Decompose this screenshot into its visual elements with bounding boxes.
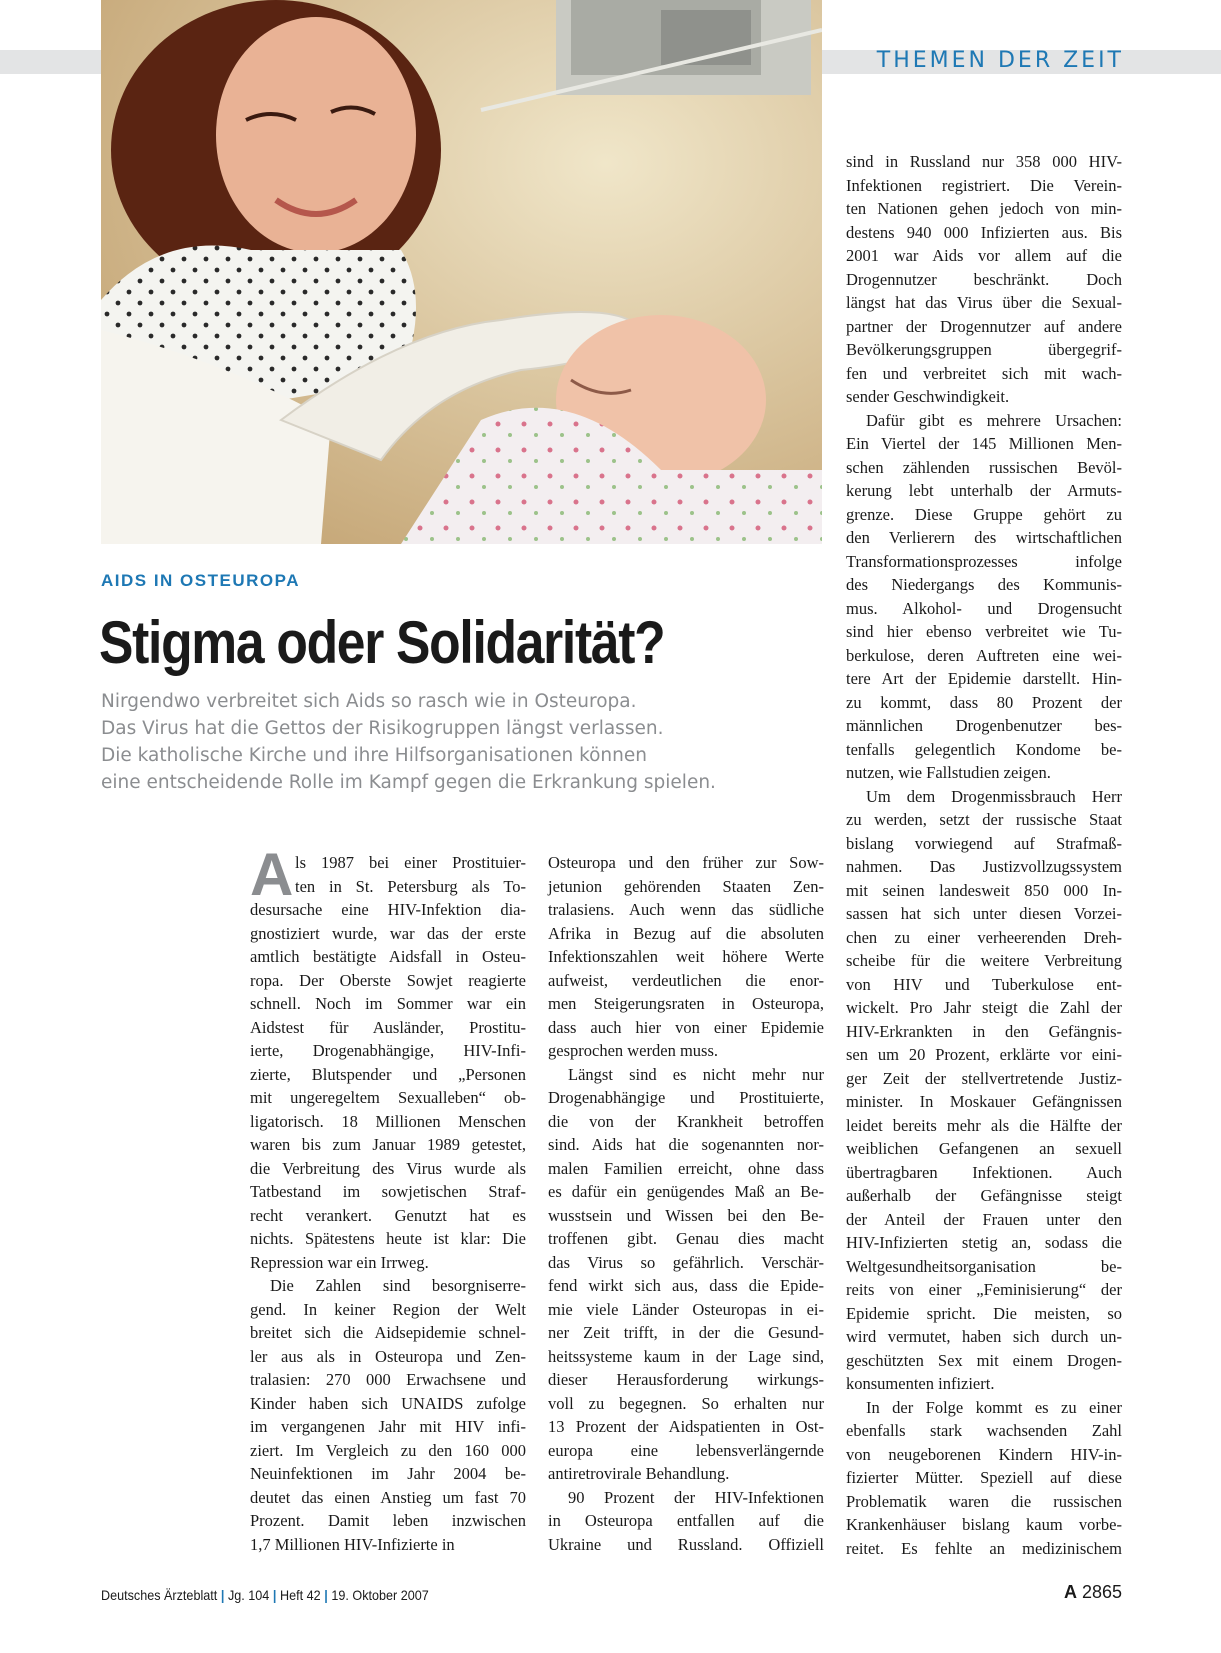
text-line: von neugeborenen Kindern HIV-in- (846, 1444, 1122, 1464)
text-line: Längst sind es nicht mehr nur (568, 1064, 824, 1084)
text-line: leidet bereits mehr als die Hälfte der (846, 1115, 1122, 1135)
text-line: gend. In keiner Region der Welt (250, 1299, 526, 1319)
text-line: HIV-Infizierten stetig an, sodass die (846, 1233, 1122, 1252)
text-line: weiblichen Gefangenen an sexuell (846, 1139, 1122, 1158)
text-line: ten in St. Petersburg als To- (295, 876, 526, 896)
text-line: mit ungeregeltem Sexualleben“ ob- (250, 1088, 526, 1107)
text-line: 90 Prozent der HIV-Infektionen (568, 1487, 824, 1507)
text-line: nichts. Spätestens heute ist klar: Die (250, 1229, 526, 1248)
text-line: breitet sich die Aidsepidemie schnel- (250, 1323, 526, 1342)
text-line: Ukraine und Russland. Offiziell (548, 1534, 824, 1554)
text-line: dass auch hier von einer Epidemie (548, 1017, 824, 1037)
article-kicker: AIDS IN OSTEUROPA (101, 571, 300, 590)
text-line: ziert. Im Vergleich zu den 160 000 (250, 1440, 526, 1460)
text-line: ebenfalls stark wachsenden Zahl (846, 1421, 1122, 1440)
text-line: gesprochen werden muss. (548, 1041, 718, 1060)
text-line: sender Geschwindigkeit. (846, 387, 1010, 406)
text-line: sassen hat sich unter diesen Vorzei- (846, 904, 1122, 923)
text-line: Ein Viertel der 145 Millionen Men- (846, 434, 1122, 453)
text-line: partner der Drogennutzer auf andere (846, 316, 1122, 336)
text-line: Osteuropa und den früher zur Sow- (548, 853, 824, 872)
text-column-1 (250, 841, 526, 1556)
text-line: In der Folge kommt es zu einer (866, 1397, 1122, 1417)
text-line: sen um 20 Prozent, erklärte vor eini- (846, 1045, 1122, 1064)
separator: | (324, 1587, 328, 1603)
footer-citation (101, 1587, 429, 1603)
text-line: schnell. Noch im Sommer war ein (250, 994, 526, 1013)
text-line: Repression war ein Irrweg. (250, 1252, 429, 1272)
text-line: außerhalb der Gefängnisse steigt (846, 1186, 1122, 1205)
text-line: antiretrovirale Behandlung. (548, 1464, 730, 1483)
text-line: Krankenhäuser bislang kaum vorbe- (846, 1515, 1122, 1534)
text-line: tralasien: 270 000 Erwachsene und (250, 1370, 526, 1389)
text-line: 1,7 Millionen HIV-Infizierte in (250, 1534, 455, 1554)
text-line: reits von einer „Feminisierung“ der (846, 1280, 1122, 1299)
text-line: kerung lebt unterhalb der Armuts- (846, 481, 1122, 500)
text-line: sind hier ebenso verbreitet wie Tu- (846, 622, 1122, 641)
text-line: ls 1987 bei einer Prostituier- (295, 853, 526, 872)
text-line: zu kommt, dass 80 Prozent der (846, 692, 1122, 712)
text-line: 13 Prozent der Aidspatienten in Ost- (548, 1417, 824, 1436)
text-line: von HIV und Tuberkulose ent- (846, 974, 1122, 994)
lead-line: Nirgendwo verbreitet sich Aids so rasch wie in Osteuropa. (101, 691, 637, 712)
text-line: dieser Herausforderung wirkungs- (548, 1370, 824, 1389)
lead-line: eine entscheidende Rolle im Kampf gegen die Erkrankung spielen. (101, 772, 716, 793)
text-line: Tatbestand im sowjetischen Straf- (250, 1182, 526, 1201)
text-line: Infektionszahlen weit höhere Werte (548, 947, 824, 966)
text-line: deutet das einen Anstieg um fast 70 (250, 1487, 526, 1507)
text-line: nutzen, wie Fallstudien zeigen. (846, 763, 1051, 782)
text-line: in Osteuropa entfallen auf die (548, 1511, 824, 1530)
text-line: tralasiens. Auch wenn das südliche (548, 900, 824, 919)
text-line: sind in Russland nur 358 000 HIV- (846, 152, 1122, 171)
text-line: Weltgesundheitsorganisation be- (846, 1256, 1122, 1276)
page-number (1064, 1582, 1122, 1603)
text-line: zu werden, setzt der russische Staat (846, 810, 1122, 829)
text-line: des Niedergangs des Kommunis- (846, 575, 1122, 594)
article-photo (101, 0, 822, 544)
lead-line: Das Virus hat die Gettos der Risikogruppen längst verlassen. (101, 718, 664, 739)
text-column-2 (548, 851, 824, 1556)
text-line: aufweist, verdeutlichen die enor- (548, 970, 824, 990)
text-line: recht verankert. Genutzt hat es (250, 1205, 526, 1225)
text-line: geschützten Sex mit einem Drogen- (846, 1350, 1122, 1370)
section-label: THEMEN DER ZEIT (876, 48, 1124, 73)
text-line: desursache eine HIV-Infektion dia- (250, 900, 526, 919)
text-line: ger Zeit der stellvertretende Justiz- (846, 1068, 1122, 1088)
text-line: destens 940 000 Infizierten aus. Bis (846, 222, 1122, 242)
text-line: männlichen Drogenbenutzer bes- (846, 716, 1122, 735)
text-line: Drogennutzer beschränkt. Doch (846, 269, 1122, 289)
article-lead (101, 688, 821, 796)
text-line: Neuinfektionen im Jahr 2004 be- (250, 1464, 526, 1483)
text-line: europa eine lebensverlängernde (548, 1440, 824, 1460)
page-number-value: 2865 (1081, 1582, 1122, 1602)
text-line: wickelt. Pro Jahr steigt die Zahl der (846, 998, 1122, 1017)
text-line: im vergangenen Jahr mit HIV infi- (250, 1417, 526, 1436)
text-line: konsumenten infiziert. (846, 1374, 995, 1393)
text-line: ler aus als in Osteuropa und Zen- (250, 1346, 526, 1366)
article-headline: Stigma oder Solidarität? (99, 609, 665, 676)
lead-line: Die katholische Kirche und ihre Hilfsorganisationen können (101, 745, 647, 766)
text-line: übertragbaren Infektionen. Auch (846, 1162, 1122, 1182)
text-line: Bevölkerungsgruppen übergegrif- (846, 340, 1122, 359)
journal-issue: Heft 42 (280, 1587, 321, 1603)
text-line: gnostiziert wurde, war das der erste (250, 923, 526, 943)
header-band-left (0, 50, 101, 74)
text-line: wusstsein und Wissen bei den Be- (548, 1205, 824, 1225)
text-line: die Verbreitung des Virus wurde als (250, 1158, 526, 1178)
journal-volume: Jg. 104 (227, 1587, 270, 1603)
text-line: Afrika in Bezug auf die absoluten (548, 923, 824, 943)
text-line: scheibe für die weitere Verbreitung (846, 951, 1122, 970)
text-line: bislang vorwiegend auf Strafmaß- (846, 833, 1122, 853)
text-line: es dafür ein genügendes Maß an Be- (548, 1182, 824, 1201)
text-line: reitet. Es fehlte an medizinischem (846, 1538, 1122, 1558)
text-line: tenfalls gelegentlich Kondome be- (846, 739, 1122, 759)
text-line: wird vermutet, haben sich durch un- (846, 1327, 1122, 1346)
text-line: minister. In Moskauer Gefängnissen (846, 1092, 1122, 1111)
text-line: ner Zeit trifft, in der die Gesund- (548, 1323, 824, 1342)
text-line: fen und verbreitet sich mit wach- (846, 363, 1122, 383)
text-line: ten Nationen gehen jedoch von min- (846, 199, 1122, 218)
text-line: men Steigerungsraten in Osteuropa, (548, 994, 824, 1013)
text-line: zierte, Blutspender und „Personen (250, 1064, 526, 1084)
text-line: ligatorisch. 18 Millionen Menschen (250, 1111, 526, 1131)
text-line: ierte, Drogenabhängige, HIV-Infi- (250, 1041, 526, 1060)
text-line: nahmen. Das Justizvollzugssystem (846, 857, 1122, 876)
text-line: Problematik waren die russischen (846, 1491, 1122, 1511)
text-line: heitssysteme kaum in der Lage sind, (548, 1346, 824, 1366)
text-line: malen Familien erreicht, ohne dass (548, 1158, 824, 1178)
text-line: grenze. Diese Gruppe gehört zu (846, 504, 1122, 524)
text-line: Kinder haben sich UNAIDS zufolge (250, 1393, 526, 1413)
text-line: voll zu begegnen. So erhalten nur (548, 1393, 824, 1413)
text-line: längst hat das Virus über die Sexual- (846, 293, 1122, 312)
text-line: amtlich bestätigte Aidsfall in Osteu- (250, 947, 526, 966)
text-line: tere Art der Epidemie darstellt. Hin- (846, 669, 1122, 688)
text-line: mus. Alkohol- und Drogensucht (846, 598, 1122, 618)
text-line: berkulose, deren Auftreten eine wei- (846, 645, 1122, 665)
text-line: den Verlierern des wirtschaftlichen (846, 528, 1122, 547)
text-line: Epidemie spricht. Die meisten, so (846, 1303, 1122, 1323)
journal-name: Deutsches Ärzteblatt (101, 1587, 218, 1603)
text-line: troffenen gibt. Genau dies macht (548, 1229, 824, 1248)
text-line: 2001 war Aids vor allem auf die (846, 246, 1122, 265)
text-line: schen zählenden russischen Bevöl- (846, 457, 1122, 477)
text-line: Aidstest für Ausländer, Prostitu- (250, 1017, 526, 1037)
text-line: ropa. Der Oberste Sowjet reagierte (250, 970, 526, 990)
text-line: fizierter Mütter. Speziell auf diese (846, 1468, 1122, 1487)
drop-cap: A (250, 841, 294, 908)
text-line: Transformationsprozesses infolge (846, 551, 1122, 571)
text-line: Dafür gibt es mehrere Ursachen: (866, 410, 1122, 430)
text-line: HIV-Erkrankten in den Gefängnis- (846, 1021, 1122, 1041)
text-line: Infektionen registriert. Die Verein- (846, 175, 1122, 195)
text-line: Drogenabhängige und Prostituierte, (548, 1088, 824, 1107)
text-line: das Virus so gefährlich. Verschär- (548, 1252, 824, 1272)
text-line: Um dem Drogenmissbrauch Herr (866, 786, 1122, 806)
journal-date: 19. Oktober 2007 (331, 1587, 429, 1603)
text-line: sind. Aids hat die sogenannten nor- (548, 1135, 824, 1154)
text-line: Die Zahlen sind besorgniserre- (270, 1276, 526, 1295)
text-line: mit seinen landesweit 850 000 In- (846, 880, 1122, 900)
text-column-3 (846, 150, 1122, 1560)
text-line: chen zu einer verheerenden Dreh- (846, 927, 1122, 947)
text-line: fend wirkt sich aus, dass die Epide- (548, 1276, 824, 1295)
text-line: waren bis zum Januar 1989 getestet, (250, 1135, 526, 1154)
text-line: der Anteil der Frauen unter den (846, 1209, 1122, 1229)
text-line: die von der Krankheit betroffen (548, 1111, 824, 1131)
text-line: Prozent. Damit leben inzwischen (250, 1511, 526, 1530)
page-prefix: A (1063, 1582, 1077, 1602)
text-line: jetunion gehörenden Staaten Zen- (548, 876, 824, 896)
text-line: mie viele Länder Osteuropas in ei- (548, 1299, 824, 1319)
separator: | (272, 1587, 277, 1603)
separator: | (220, 1587, 225, 1603)
